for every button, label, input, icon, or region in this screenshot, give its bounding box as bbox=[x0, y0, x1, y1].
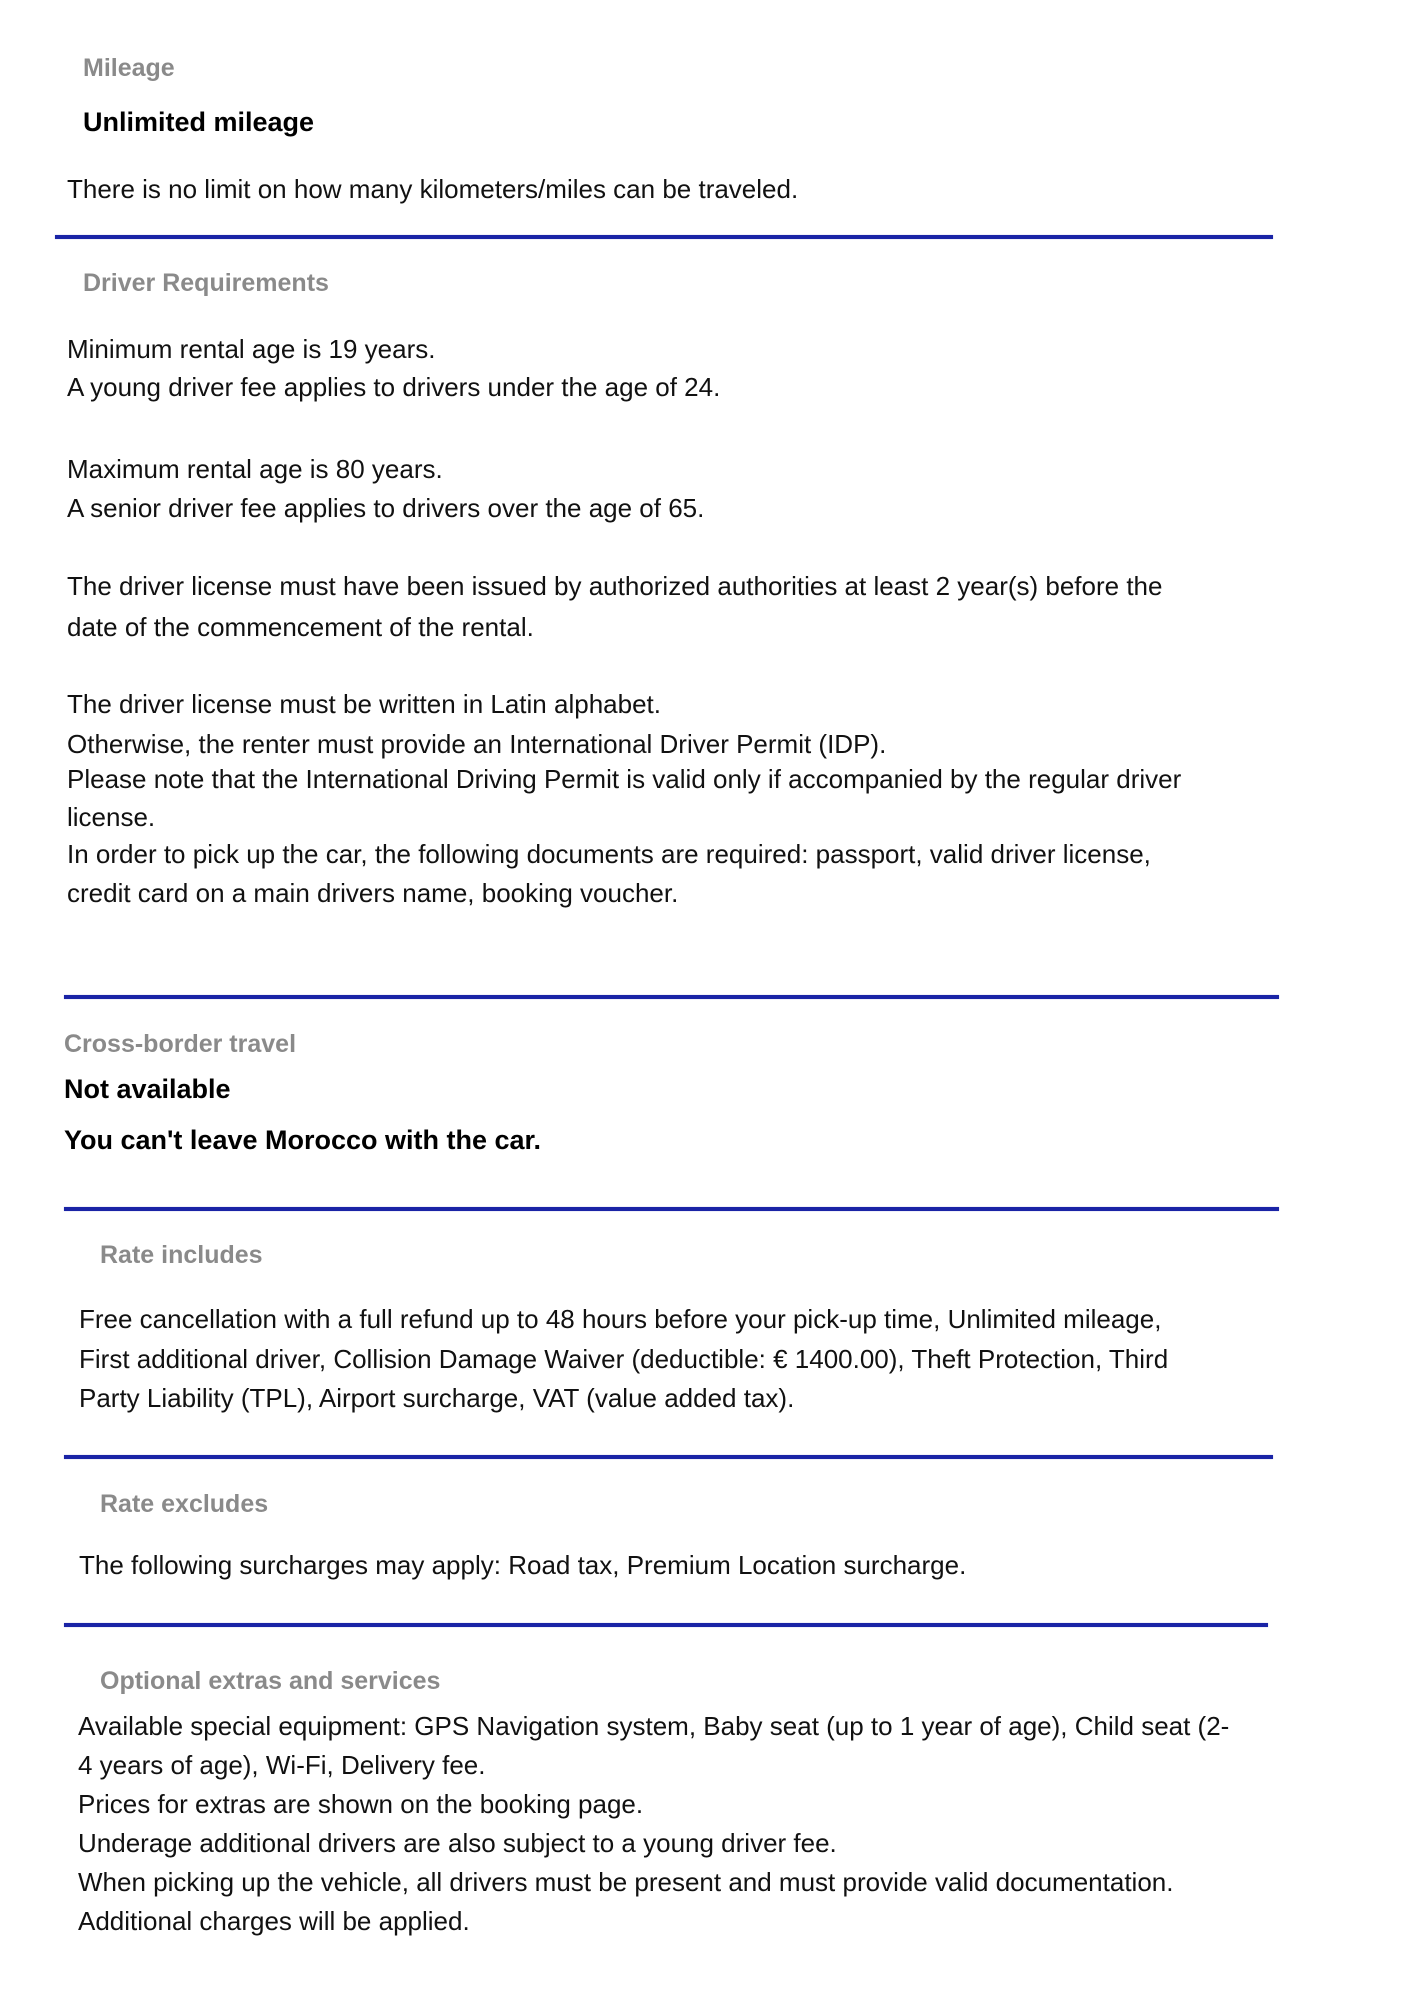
driver-requirement-line: date of the commencement of the rental. bbox=[67, 612, 534, 642]
driver-requirement-line: Otherwise, the renter must provide an International Driver Permit (IDP). bbox=[67, 729, 887, 759]
driver-requirement-line: Please note that the International Driving Permit is valid only if accompanied by the regular driver bbox=[67, 764, 1182, 794]
rate-includes-heading: Rate includes bbox=[100, 1241, 263, 1269]
optional-extras-line: Available special equipment: GPS Navigation system, Baby seat (up to 1 year of age), Child seat (2- bbox=[78, 1711, 1230, 1741]
rate-includes-line: First additional driver, Collision Damage Waiver (deductible: € 1400.00), Theft Protection, Third bbox=[79, 1344, 1169, 1374]
optional-extras-heading: Optional extras and services bbox=[100, 1667, 441, 1695]
driver-requirement-line: license. bbox=[67, 802, 156, 832]
mileage-heading: Mileage bbox=[83, 54, 175, 82]
optional-extras-line: When picking up the vehicle, all drivers must be present and must provide valid documentation. bbox=[78, 1867, 1174, 1897]
cross-border-status: Not available bbox=[64, 1074, 231, 1104]
driver-requirement-line: A senior driver fee applies to drivers over the age of 65. bbox=[67, 493, 705, 523]
driver-requirement-line: In order to pick up the car, the following documents are required: passport, valid driver license, bbox=[67, 839, 1151, 869]
driver-requirement-line: A young driver fee applies to drivers under the age of 24. bbox=[67, 372, 721, 402]
rate-includes-line: Free cancellation with a full refund up to 48 hours before your pick-up time, Unlimited mileage, bbox=[79, 1304, 1162, 1334]
optional-extras-line: Underage additional drivers are also subject to a young driver fee. bbox=[78, 1828, 837, 1858]
rate-excludes-heading: Rate excludes bbox=[100, 1490, 269, 1518]
section-divider bbox=[55, 235, 1273, 239]
section-divider bbox=[64, 1207, 1279, 1211]
mileage-description: There is no limit on how many kilometers/miles can be traveled. bbox=[67, 174, 799, 204]
driver-requirements-heading: Driver Requirements bbox=[83, 269, 329, 297]
section-divider bbox=[64, 1623, 1268, 1627]
rate-excludes-line: The following surcharges may apply: Road tax, Premium Location surcharge. bbox=[79, 1550, 967, 1580]
driver-requirement-line: Minimum rental age is 19 years. bbox=[67, 334, 436, 364]
cross-border-heading: Cross-border travel bbox=[64, 1030, 297, 1058]
section-divider bbox=[64, 995, 1279, 999]
mileage-value: Unlimited mileage bbox=[83, 107, 315, 137]
driver-requirement-line: The driver license must have been issued by authorized authorities at least 2 year(s) before the bbox=[67, 571, 1163, 601]
driver-requirement-line: Maximum rental age is 80 years. bbox=[67, 454, 443, 484]
driver-requirement-line: The driver license must be written in Latin alphabet. bbox=[67, 689, 661, 719]
section-divider bbox=[64, 1455, 1273, 1459]
optional-extras-line: 4 years of age), Wi-Fi, Delivery fee. bbox=[78, 1750, 486, 1780]
optional-extras-line: Prices for extras are shown on the booking page. bbox=[78, 1789, 644, 1819]
cross-border-description: You can't leave Morocco with the car. bbox=[64, 1125, 542, 1155]
optional-extras-line: Additional charges will be applied. bbox=[78, 1906, 470, 1936]
driver-requirement-line: credit card on a main drivers name, booking voucher. bbox=[67, 878, 679, 908]
rate-includes-line: Party Liability (TPL), Airport surcharge, VAT (value added tax). bbox=[79, 1383, 795, 1413]
